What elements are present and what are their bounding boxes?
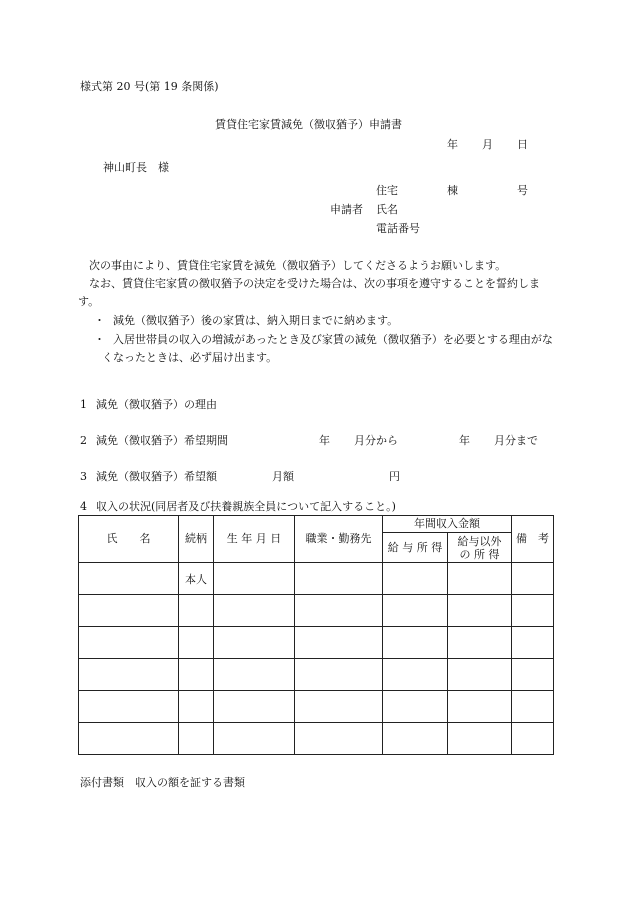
section-3-number: 3 bbox=[80, 470, 87, 483]
cell-name[interactable] bbox=[79, 627, 179, 659]
section-2-label: 減免（徴収猶予）希望期間 bbox=[96, 434, 228, 447]
cell-other-income[interactable] bbox=[448, 563, 512, 595]
date-year-label: 年 bbox=[447, 138, 458, 151]
table-row bbox=[79, 595, 554, 627]
header-salary-income: 給 与 所 得 bbox=[383, 533, 448, 563]
name-label: 氏名 bbox=[376, 203, 398, 216]
cell-name[interactable] bbox=[79, 659, 179, 691]
bullet-2: ・ bbox=[94, 333, 105, 346]
form-title: 賃貸住宅家賃減免（徴収猶予）申請書 bbox=[215, 118, 402, 131]
header-occupation: 職業・勤務先 bbox=[295, 516, 383, 563]
applicant-label: 申請者 bbox=[330, 203, 363, 216]
phone-label: 電話番号 bbox=[376, 222, 420, 235]
section-2-number: 2 bbox=[80, 434, 87, 447]
cell-occupation[interactable] bbox=[295, 691, 383, 723]
pledge-item-2: 入居世帯員の収入の増減があったとき及び家賃の減免（徴収猶予）を必要とする理由がなくなったときは、必ず届け出ます。 bbox=[102, 333, 553, 364]
cell-occupation[interactable] bbox=[295, 595, 383, 627]
form-number: 様式第 20 号(第 19 条関係) bbox=[80, 80, 219, 93]
cell-birthdate[interactable] bbox=[214, 595, 295, 627]
cell-relation[interactable]: 本人 bbox=[179, 563, 214, 595]
cell-relation[interactable] bbox=[179, 627, 214, 659]
addressee: 神山町長 様 bbox=[103, 161, 169, 174]
cell-relation[interactable] bbox=[179, 723, 214, 755]
cell-name[interactable] bbox=[79, 595, 179, 627]
cell-salary-income[interactable] bbox=[383, 723, 448, 755]
income-table bbox=[78, 515, 554, 755]
cell-remarks[interactable] bbox=[512, 723, 554, 755]
section-4-label: 収入の状況(同居者及び扶養親族全員について記入すること。) bbox=[96, 500, 396, 513]
table-row bbox=[79, 659, 554, 691]
cell-relation[interactable] bbox=[179, 595, 214, 627]
cell-salary-income[interactable] bbox=[383, 659, 448, 691]
cell-other-income[interactable] bbox=[448, 691, 512, 723]
cell-salary-income[interactable] bbox=[383, 595, 448, 627]
yen-label: 円 bbox=[389, 470, 400, 483]
address-label: 住宅 bbox=[376, 184, 398, 197]
cell-birthdate[interactable] bbox=[214, 659, 295, 691]
section-3-label: 減免（徴収猶予）希望額 bbox=[96, 470, 217, 483]
section-4-number: 4 bbox=[80, 500, 87, 513]
date-month-label: 月 bbox=[482, 138, 493, 151]
table-row bbox=[79, 627, 554, 659]
header-name: 氏 名 bbox=[79, 516, 179, 563]
cell-salary-income[interactable] bbox=[383, 563, 448, 595]
table-row bbox=[79, 723, 554, 755]
period-start-month-label: 月分から bbox=[354, 434, 398, 447]
period-start-year-label: 年 bbox=[319, 434, 330, 447]
cell-relation[interactable] bbox=[179, 691, 214, 723]
header-relation: 続柄 bbox=[179, 516, 214, 563]
cell-occupation[interactable] bbox=[295, 723, 383, 755]
cell-name[interactable] bbox=[79, 691, 179, 723]
table-row bbox=[79, 691, 554, 723]
body-paragraph-1: 次の事由により、賃貸住宅家賃を減免（徴収猶予）してくださるようお願いします。 bbox=[89, 259, 507, 272]
room-number-label: 号 bbox=[517, 184, 528, 197]
header-other-income-line-1: 給与以外 bbox=[457, 534, 502, 548]
header-other-income-line-2: の 所 得 bbox=[459, 547, 500, 561]
cell-other-income[interactable] bbox=[448, 627, 512, 659]
cell-name[interactable] bbox=[79, 723, 179, 755]
header-annual-income: 年間収入金額 bbox=[383, 516, 512, 533]
cell-other-income[interactable] bbox=[448, 723, 512, 755]
cell-remarks[interactable] bbox=[512, 563, 554, 595]
cell-occupation[interactable] bbox=[295, 659, 383, 691]
cell-occupation[interactable] bbox=[295, 627, 383, 659]
cell-remarks[interactable] bbox=[512, 627, 554, 659]
cell-name[interactable] bbox=[79, 563, 179, 595]
cell-salary-income[interactable] bbox=[383, 627, 448, 659]
attachment-note: 添付書類 収入の額を証する書類 bbox=[80, 776, 245, 789]
cell-birthdate[interactable] bbox=[214, 691, 295, 723]
section-1-label: 減免（徴収猶予）の理由 bbox=[96, 398, 217, 411]
bullet-1: ・ bbox=[94, 314, 105, 327]
cell-relation[interactable] bbox=[179, 659, 214, 691]
monthly-amount-label: 月額 bbox=[272, 470, 294, 483]
cell-remarks[interactable] bbox=[512, 659, 554, 691]
header-remarks: 備 考 bbox=[512, 516, 554, 563]
period-end-month-label: 月分まで bbox=[494, 434, 538, 447]
section-1-number: 1 bbox=[80, 398, 87, 411]
header-birthdate: 生 年 月 日 bbox=[214, 516, 295, 563]
cell-other-income[interactable] bbox=[448, 659, 512, 691]
table-row bbox=[79, 563, 554, 595]
pledge-item-1: 減免（徴収猶予）後の家賃は、納入期日までに納めます。 bbox=[113, 314, 399, 327]
cell-birthdate[interactable] bbox=[214, 627, 295, 659]
cell-remarks[interactable] bbox=[512, 691, 554, 723]
header-other-income bbox=[448, 533, 512, 563]
date-day-label: 日 bbox=[517, 138, 528, 151]
cell-salary-income[interactable] bbox=[383, 691, 448, 723]
cell-remarks[interactable] bbox=[512, 595, 554, 627]
period-end-year-label: 年 bbox=[459, 434, 470, 447]
cell-occupation[interactable] bbox=[295, 563, 383, 595]
body-paragraph-2: なお、賃貸住宅家賃の徴収猶予の決定を受けた場合は、次の事項を遵守することを誓約します。 bbox=[78, 277, 540, 308]
building-label: 棟 bbox=[447, 184, 458, 197]
cell-birthdate[interactable] bbox=[214, 723, 295, 755]
cell-birthdate[interactable] bbox=[214, 563, 295, 595]
cell-other-income[interactable] bbox=[448, 595, 512, 627]
